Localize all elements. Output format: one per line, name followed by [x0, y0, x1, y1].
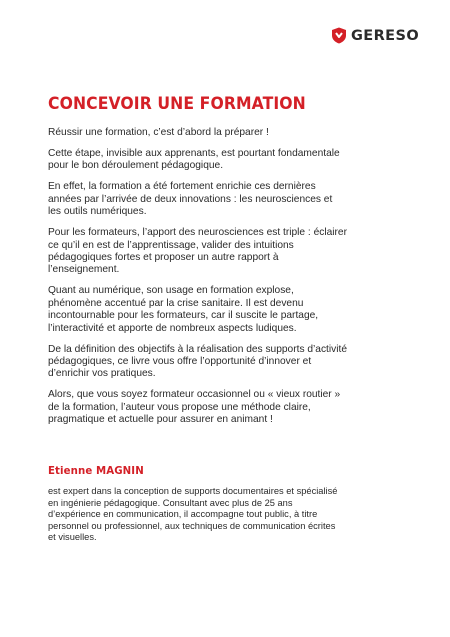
- paragraph: Quant au numérique, son usage en formation explose, phénomène accentué par la crise sanitaire. Il est devenu incontournable pour les formateurs, car il suscite le partage, l’interactivité et apporte de nombreux aspects ludiques.: [48, 285, 319, 334]
- paragraph: Réussir une formation, c’est d’abord la préparer !: [48, 127, 269, 138]
- brand-name: GERESO: [351, 27, 420, 44]
- brand-logo: [331, 27, 419, 44]
- shield-icon: [331, 27, 347, 44]
- paragraph: Alors, que vous soyez formateur occasionnel ou « vieux routier » de la formation, l’auteur vous propose une méthode claire, pragmatique et actuelle pour assurer en animant !: [48, 389, 341, 426]
- paragraph: De la définition des objectifs à la réalisation des supports d’activité pédagogiques, ce livre vous offre l’opportunité d’innover et d’enrichir vos pratiques.: [48, 343, 347, 380]
- page-title: CONCEVOIR UNE FORMATION: [48, 94, 306, 114]
- author-name: Etienne MAGNIN: [48, 466, 144, 477]
- paragraph: Pour les formateurs, l’apport des neurosciences est triple : éclairer ce qu’il en est de l’apprentissage, valider des intuitions pédagogiques fortes et proposer un autre rapport à l’enseignement.: [48, 227, 347, 276]
- paragraph: En effet, la formation a été fortement enrichie ces dernières années par l’arrivée de deux innovations : les neurosciences et les outils numériques.: [48, 181, 333, 218]
- paragraph: Cette étape, invisible aux apprenants, est pourtant fondamentale pour le bon déroulement pédagogique.: [48, 148, 340, 172]
- author-bio: est expert dans la conception de supports documentaires et spécialisé en ingénierie pédagogique. Consultant avec plus de 25 ans d’expérience en communication, il accompagne tout public, à titre personnel ou professionnel, aux techniques de communication écrites et visuelles.: [48, 486, 338, 543]
- body-text: [48, 127, 348, 435]
